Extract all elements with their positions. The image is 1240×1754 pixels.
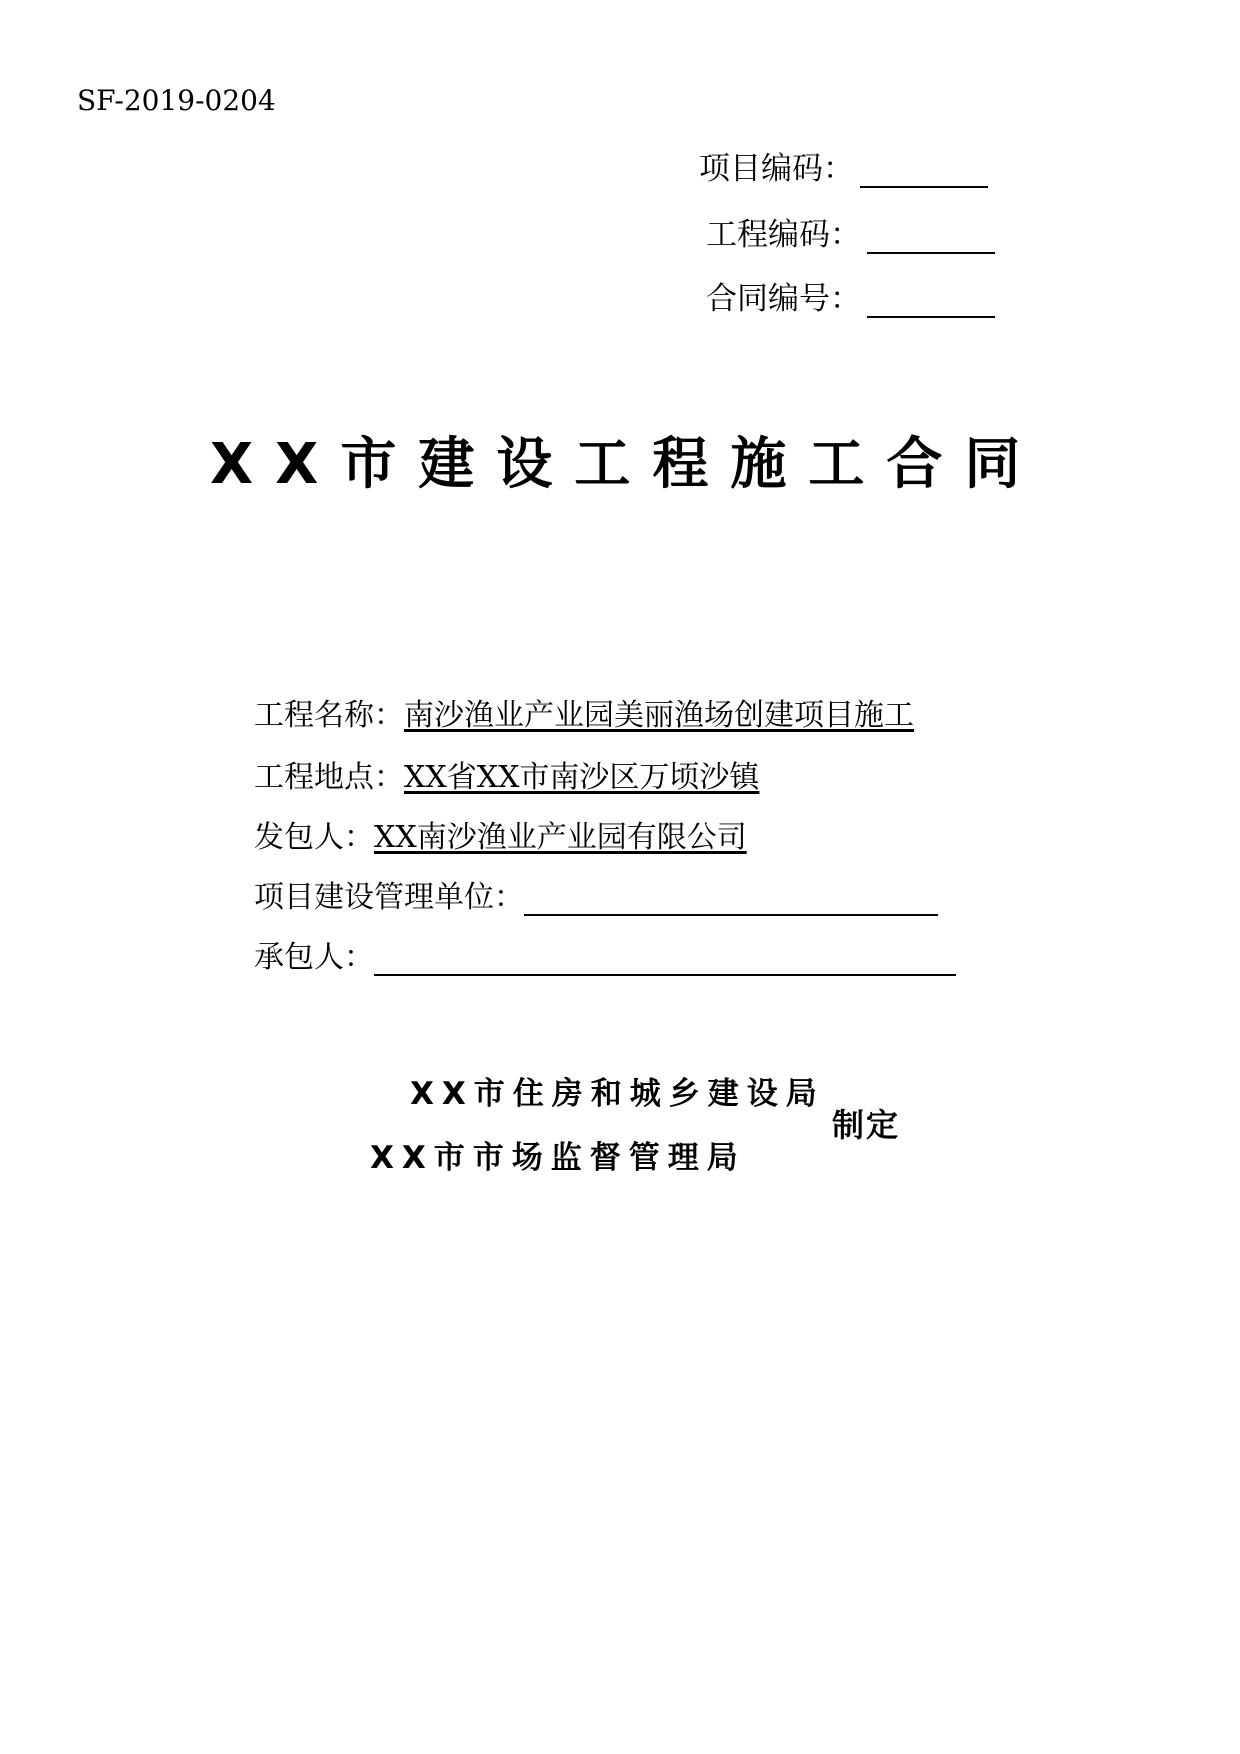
project-name-label: 工程名称：: [254, 698, 404, 733]
management-unit-label: 项目建设管理单位：: [254, 880, 524, 915]
engineering-code-label: 工程编码：: [706, 217, 861, 253]
issuer-housing-bureau: XX市住房和城乡建设局: [410, 1076, 825, 1112]
issuer-market-bureau: XX市市场监督管理局: [370, 1140, 746, 1176]
contract-number-blank[interactable]: [867, 280, 995, 318]
contractor-blank[interactable]: [374, 942, 956, 976]
project-site-label: 工程地点：: [254, 760, 404, 795]
project-code-row: [699, 138, 988, 188]
contract-number-row: [706, 268, 995, 318]
contractor-label: 承包人：: [254, 940, 374, 975]
engineering-code-blank[interactable]: [867, 216, 995, 254]
project-code-blank[interactable]: [860, 150, 988, 188]
employer-value: XX南沙渔业产业园有限公司: [374, 820, 747, 855]
engineering-code-row: [706, 204, 995, 254]
contract-number-label: 合同编号：: [706, 281, 861, 317]
project-site-value: XX省XX市南沙区万顷沙镇: [404, 760, 760, 795]
management-unit-row: [254, 872, 938, 916]
issued-by-label: 制定: [832, 1106, 901, 1144]
page-title: XX市建设工程施工合同: [210, 432, 1043, 497]
project-code-label: 项目编码：: [699, 151, 854, 187]
project-name-value: 南沙渔业产业园美丽渔场创建项目施工: [404, 698, 914, 733]
management-unit-blank[interactable]: [524, 882, 938, 916]
document-code: SF-2019-0204: [77, 84, 276, 117]
employer-row: [254, 812, 747, 856]
project-name-row: [254, 690, 914, 734]
contractor-row: [254, 932, 956, 976]
employer-label: 发包人：: [254, 820, 374, 855]
project-site-row: [254, 752, 759, 796]
